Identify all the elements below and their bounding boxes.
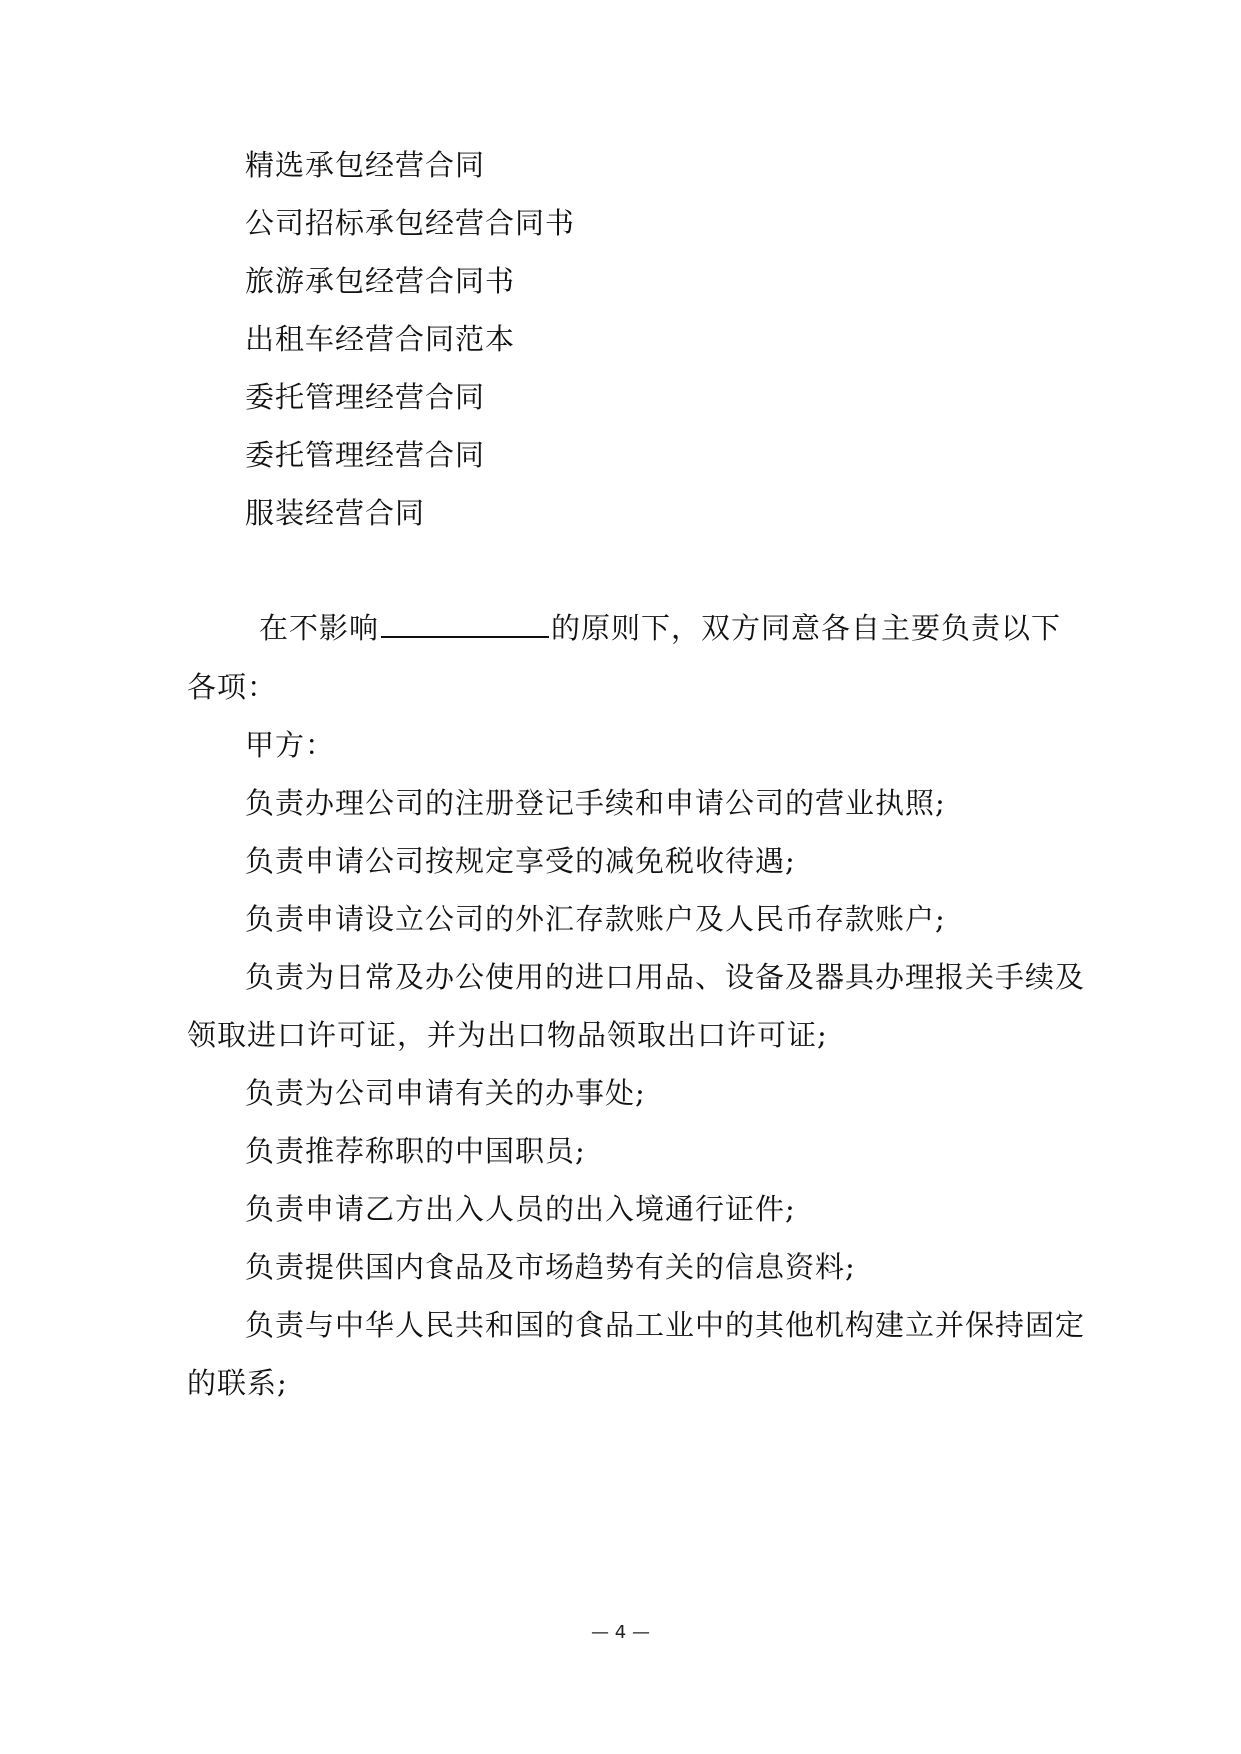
related-title-item: 精选承包经营合同	[245, 148, 486, 182]
page-number: — 4 —	[591, 1622, 650, 1643]
duty-item: 负责为日常及办公使用的进口用品、设备及器具办理报关手续及	[245, 960, 1086, 994]
related-title-item: 旅游承包经营合同书	[245, 264, 516, 298]
party-a-heading: 甲方：	[245, 728, 336, 762]
fill-in-blank	[381, 610, 549, 638]
intro-continuation: 各项：	[187, 670, 278, 704]
duty-item: 负责办理公司的注册登记手续和申请公司的营业执照;	[245, 786, 946, 820]
related-title-item: 公司招标承包经营合同书	[245, 206, 576, 240]
intro-after-blank: 的原则下，双方同意各自主要负责以下	[551, 611, 1062, 645]
duty-item: 负责为公司申请有关的办事处;	[245, 1076, 646, 1110]
duty-item: 负责申请公司按规定享受的减免税收待遇;	[245, 844, 796, 878]
intro-before-blank: 在不影响	[259, 611, 380, 645]
duty-item: 负责推荐称职的中国职员;	[245, 1134, 586, 1168]
related-title-item: 委托管理经营合同	[245, 438, 486, 472]
related-title-item: 出租车经营合同范本	[245, 322, 516, 356]
duty-item: 负责与中华人民共和国的食品工业中的其他机构建立并保持固定	[245, 1308, 1086, 1342]
duty-item-continuation: 的联系;	[187, 1366, 288, 1400]
duty-item-continuation: 领取进口许可证，并为出口物品领取出口许可证;	[187, 1018, 828, 1052]
intro-paragraph-line	[259, 610, 1061, 646]
duty-item: 负责提供国内食品及市场趋势有关的信息资料;	[245, 1250, 856, 1284]
duty-item: 负责申请设立公司的外汇存款账户及人民币存款账户;	[245, 902, 946, 936]
related-title-item: 服装经营合同	[245, 496, 426, 530]
duty-item: 负责申请乙方出入人员的出入境通行证件;	[245, 1192, 796, 1226]
related-title-item: 委托管理经营合同	[245, 380, 486, 414]
